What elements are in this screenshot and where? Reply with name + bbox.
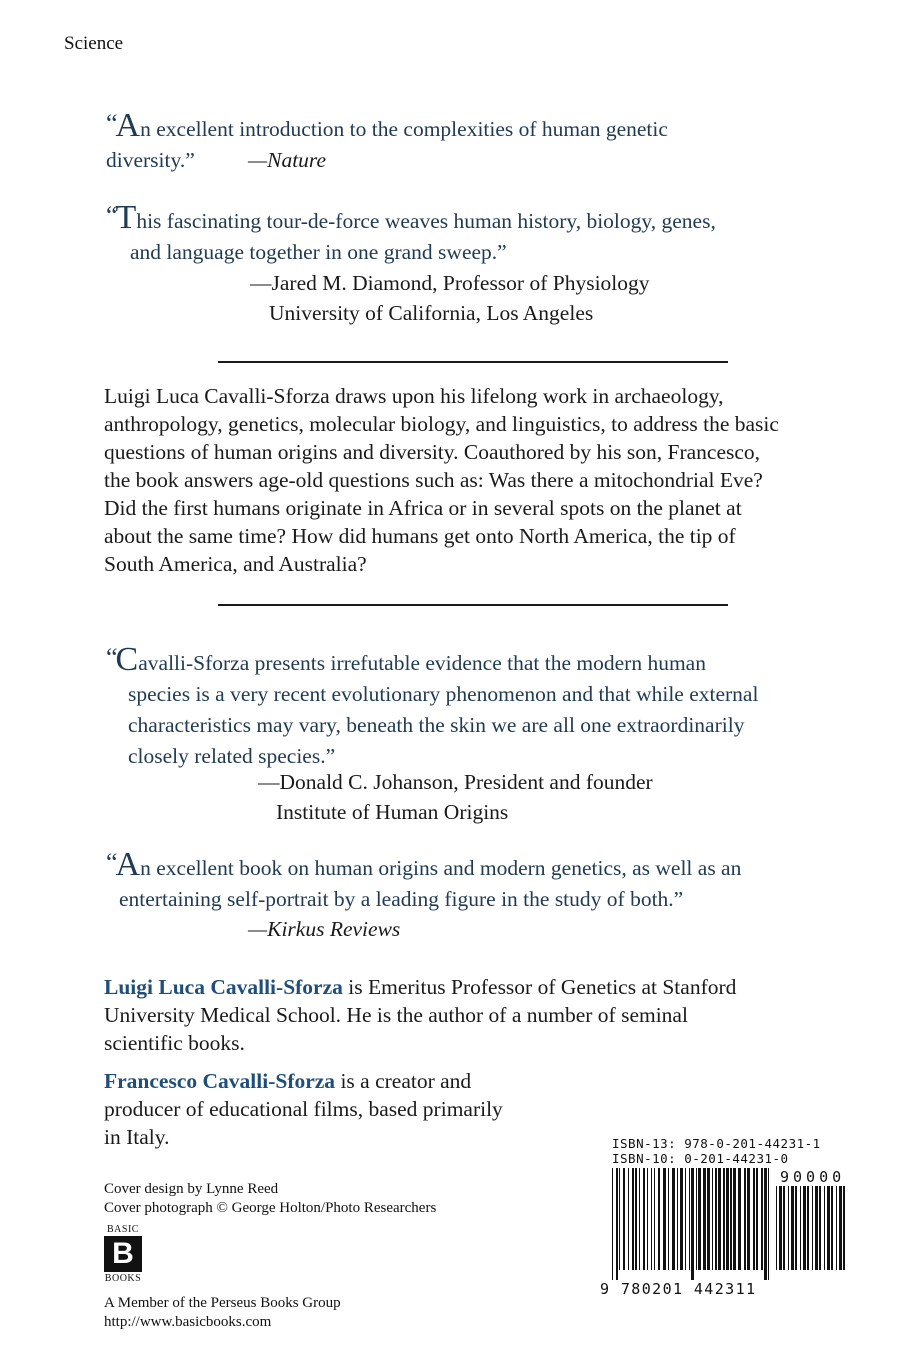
barcode-bar xyxy=(723,1168,725,1270)
quote-kirkus xyxy=(106,846,742,915)
attribution-line: —Jared M. Diamond, Professor of Physiology xyxy=(250,271,650,295)
cover-credits xyxy=(104,1180,436,1218)
quote-nature xyxy=(106,107,668,176)
attribution-line: University of California, Los Angeles xyxy=(269,301,594,325)
barcode-bar xyxy=(839,1186,842,1270)
quote-dropcap: C xyxy=(115,641,139,678)
barcode-bar xyxy=(831,1186,833,1270)
barcode-bar xyxy=(707,1168,710,1270)
description-line: anthropology, genetics, molecular biology, and linguistics, to address the basic xyxy=(104,412,779,436)
bio-text: is a creator and xyxy=(335,1069,472,1093)
barcode-bar xyxy=(619,1168,620,1270)
barcode-bar xyxy=(639,1168,640,1270)
barcode-bar xyxy=(783,1186,785,1270)
barcode-bar xyxy=(795,1186,797,1270)
barcode-digits: 9 780201 442311 xyxy=(600,1280,757,1298)
barcode-bar xyxy=(733,1168,736,1270)
category-label: Science xyxy=(64,33,124,54)
barcode-supplement-bars xyxy=(776,1186,846,1298)
description-line: about the same time? How did humans get onto North America, the tip of xyxy=(104,524,736,548)
isbn-10: ISBN-10: 0-201-44231-0 xyxy=(612,1151,789,1166)
barcode-bar xyxy=(753,1168,755,1270)
quote-attribution: —Kirkus Reviews xyxy=(248,917,401,941)
barcode-bar xyxy=(744,1168,746,1270)
barcode-bar xyxy=(680,1168,683,1270)
barcode-bar xyxy=(791,1186,794,1270)
barcode-bar xyxy=(776,1186,777,1270)
barcode-bar xyxy=(779,1186,782,1270)
barcode-bar xyxy=(756,1168,758,1270)
barcode-bar xyxy=(738,1168,741,1270)
barcode-bar xyxy=(698,1168,701,1270)
author-bio xyxy=(104,973,736,1057)
attribution-line: Institute of Human Origins xyxy=(276,800,509,824)
barcode-bar xyxy=(654,1168,655,1270)
barcode-bar xyxy=(761,1168,763,1270)
barcode-bar xyxy=(672,1168,675,1270)
barcode-bar xyxy=(635,1168,637,1270)
quote-line: n excellent book on human origins and modern genetics, as well as an xyxy=(140,856,742,880)
bio-text: producer of educational films, based primarily xyxy=(104,1097,503,1121)
quote-open-mark: “ xyxy=(106,643,116,672)
quote-attribution: —Nature xyxy=(248,148,327,172)
barcode-bar xyxy=(691,1168,694,1280)
price-code: 90000 xyxy=(780,1168,846,1186)
credit-line: Cover photograph © George Holton/Photo Researchers xyxy=(104,1200,437,1216)
barcode-bar xyxy=(668,1168,669,1270)
barcode-bar xyxy=(712,1168,713,1270)
barcode-bar xyxy=(715,1168,717,1270)
barcode-bar xyxy=(827,1186,830,1270)
book-description xyxy=(104,382,779,578)
bio-text: scientific books. xyxy=(104,1031,245,1055)
quote-line: avalli-Sforza presents irrefutable evidence that the modern human xyxy=(138,651,706,675)
quote-line: species is a very recent evolutionary phenomenon and that while external xyxy=(128,682,759,706)
barcode-bar xyxy=(843,1186,845,1270)
barcode-bar xyxy=(730,1168,732,1270)
barcode-bar xyxy=(812,1186,813,1270)
credit-line: Cover design by Lynne Reed xyxy=(104,1181,279,1197)
barcode-bar xyxy=(643,1168,645,1270)
barcode-bar xyxy=(658,1168,660,1270)
barcode-bar xyxy=(616,1168,618,1280)
barcode-bar xyxy=(703,1168,706,1270)
logo-bottom-text: BOOKS xyxy=(104,1273,142,1284)
author-name: Luigi Luca Cavalli-Sforza xyxy=(104,975,343,999)
quote-line: his fascinating tour-de-force weaves human history, biology, genes, xyxy=(136,209,716,233)
barcode-bar xyxy=(623,1168,625,1270)
logo-letter: B xyxy=(104,1236,142,1272)
quote-line: characteristics may vary, beneath the skin we are all one extraordinarily xyxy=(128,713,745,737)
bio-text: University Medical School. He is the author of a number of seminal xyxy=(104,1003,688,1027)
quote-line: diversity.” xyxy=(106,148,195,172)
quote-johanson xyxy=(106,641,759,772)
barcode-bar xyxy=(612,1168,613,1280)
description-line: Did the first humans originate in Africa or in several spots on the planet at xyxy=(104,496,742,520)
attribution-line: —Donald C. Johanson, President and founder xyxy=(258,770,653,794)
quote-open-mark: “ xyxy=(106,848,116,877)
barcode-bar xyxy=(647,1168,648,1270)
description-line: the book answers age-old questions such as: Was there a mitochondrial Eve? xyxy=(104,468,763,492)
barcode-bar xyxy=(685,1168,686,1270)
barcode-bar xyxy=(628,1168,629,1270)
bio-text: is Emeritus Professor of Genetics at Stanford xyxy=(342,975,737,999)
quote-diamond xyxy=(106,199,716,268)
quote-line: entertaining self-portrait by a leading figure in the study of both.” xyxy=(119,887,684,911)
bio-text: in Italy. xyxy=(104,1125,170,1149)
barcode-main-bars xyxy=(612,1168,772,1280)
barcode-bar xyxy=(815,1186,818,1270)
publisher-url[interactable]: http://www.basicbooks.com xyxy=(104,1314,272,1330)
quote-open-mark: “ xyxy=(106,201,116,230)
divider xyxy=(218,361,728,363)
publisher-footer xyxy=(104,1294,341,1332)
barcode-bar xyxy=(819,1186,821,1270)
logo-top-text: BASIC xyxy=(107,1224,139,1235)
quote-dropcap: A xyxy=(115,846,141,883)
author-name: Francesco Cavalli-Sforza xyxy=(104,1069,336,1093)
barcode-bar xyxy=(696,1168,697,1270)
barcode-bar xyxy=(651,1168,652,1270)
divider xyxy=(218,604,728,606)
barcode-bar xyxy=(747,1168,750,1270)
coauthor-bio xyxy=(104,1067,503,1151)
barcode xyxy=(600,1168,856,1308)
description-line: questions of human origins and diversity. Coauthored by his son, Francesco, xyxy=(104,440,761,464)
barcode-bar xyxy=(788,1186,789,1270)
barcode-bar xyxy=(807,1186,809,1270)
publisher-member: A Member of the Perseus Books Group xyxy=(104,1295,341,1311)
description-line: Luigi Luca Cavalli-Sforza draws upon his lifelong work in archaeology, xyxy=(104,384,724,408)
barcode-bar xyxy=(768,1168,769,1280)
quote-line: n excellent introduction to the complexities of human genetic xyxy=(140,117,668,141)
barcode-bar xyxy=(677,1168,678,1270)
publisher-logo xyxy=(104,1224,142,1284)
barcode-bar xyxy=(800,1186,801,1270)
quote-open-mark: “ xyxy=(106,109,116,138)
barcode-bar xyxy=(718,1168,721,1270)
barcode-bar xyxy=(824,1186,825,1270)
quote-attribution xyxy=(250,268,650,328)
barcode-bar xyxy=(632,1168,634,1270)
quote-line: closely related species.” xyxy=(128,744,336,768)
quote-dropcap: A xyxy=(115,107,141,144)
barcode-bar xyxy=(663,1168,666,1270)
isbn-13: ISBN-13: 978-0-201-44231-1 xyxy=(612,1136,821,1151)
description-line: South America, and Australia? xyxy=(104,552,367,576)
barcode-bar xyxy=(836,1186,837,1270)
quote-dropcap: T xyxy=(115,199,137,236)
barcode-bar xyxy=(803,1186,806,1270)
barcode-bar xyxy=(689,1168,690,1270)
quote-attribution xyxy=(258,767,653,827)
barcode-bar xyxy=(764,1168,767,1280)
barcode-bar xyxy=(726,1168,729,1270)
quote-line: and language together in one grand sweep.” xyxy=(130,240,507,264)
